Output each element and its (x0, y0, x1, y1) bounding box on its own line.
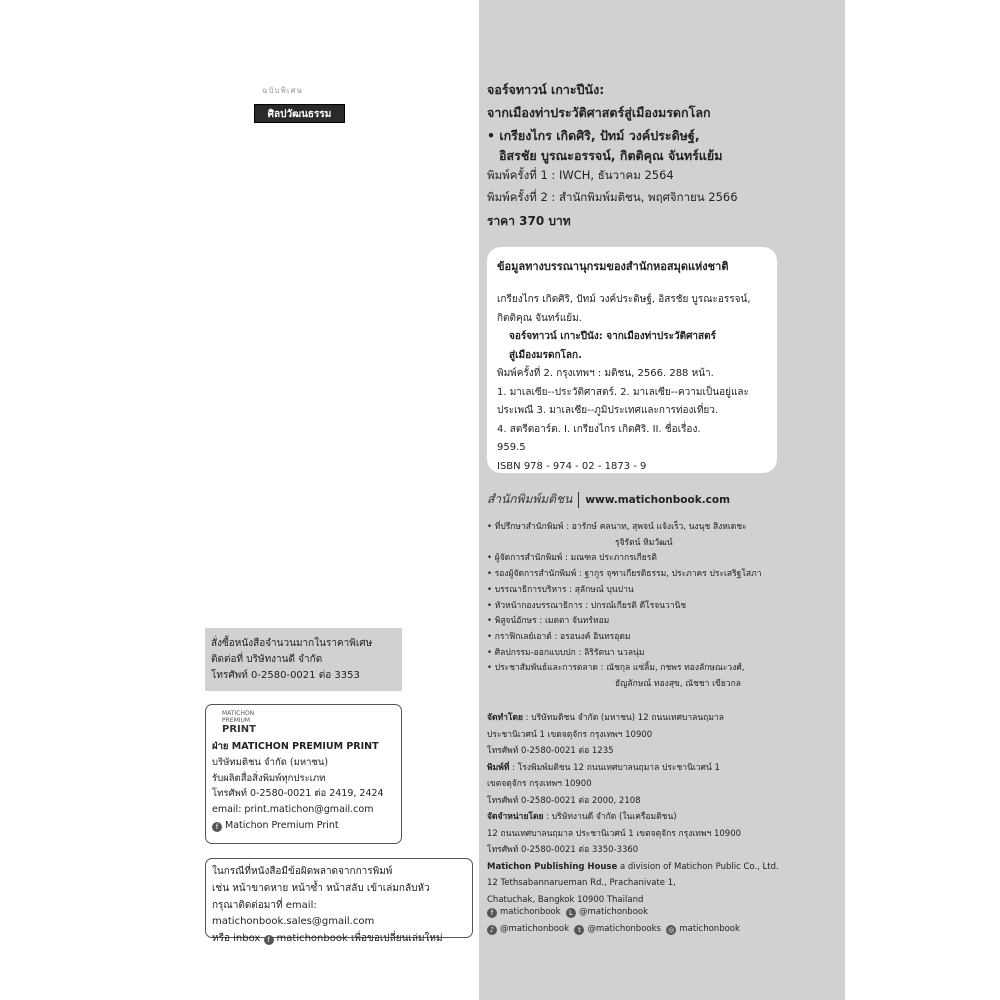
line-icon: L (566, 908, 576, 918)
twitter-link[interactable]: @matichonbooks (587, 924, 661, 934)
list-item: • ประชาสัมพันธ์และการตลาด : ณัชกุล แซ่ลิ้ม, กชพร ทองลักษณะวงศ์, (487, 663, 745, 674)
house-line3: Chatuchak, Bangkok 10900 Thailand (487, 894, 644, 905)
notice-line4-post: เพื่อขอเปลี่ยนเล่มใหม่ (350, 933, 443, 945)
premium-facebook[interactable]: Matichon Premium Print (225, 819, 339, 831)
dist-label: จัดจำหน่ายโดย (487, 812, 544, 822)
produced-text: : บริษัทมติชน จำกัด (มหาชน) 12 ถนนเทศบาลนฤมาล (522, 713, 724, 723)
list-item: • บรรณาธิการบริหาร : สุลักษณ์ บุนปาน (487, 584, 634, 595)
list-item: • ศิลปกรรม-ออกแบบปก : ลิริรัตนา นวลนุ่ม (487, 647, 645, 658)
list-item: • ผู้จัดการสำนักพิมพ์ : มณฑล ประภากรเกียรติ (487, 553, 657, 564)
house-line2: 12 Tethsabannarueman Rd., Prachanivate 1, (487, 878, 676, 888)
book-title-line2: จากเมืองท่าประวัติศาสตร์สู่เมืองมรดกโลก (487, 105, 711, 120)
facebook-icon: f (487, 908, 497, 918)
premium-line1: บริษัทมติชน จำกัด (มหาชน) (212, 756, 329, 768)
premium-heading: ฝ่าย MATICHON PREMIUM PRINT (212, 741, 379, 752)
list-item: • ที่ปรึกษาสำนักพิมพ์ : อารักษ์ คลนาท, สุพจน์ แจ้งเร็ว, นงนุช สิงหเดชะ (487, 522, 747, 532)
publisher-row (487, 490, 730, 509)
list-item: ธัญลักษณ์ ทองสุข, ณัชชา เขียวกล (615, 679, 741, 690)
facebook-link[interactable]: matichonbook (500, 907, 561, 917)
notice-line1: ในกรณีที่หนังสือมีข้อผิดพลาดจากการพิมพ์ (212, 866, 393, 877)
book-title-line1: จอร์จทาวน์ เกาะปีนัง: (487, 82, 605, 97)
premium-print-logo (212, 710, 395, 735)
logo-text: MATICHON (222, 710, 255, 717)
dist-line2: 12 ถนนเทศบาลนฤมาล ประชานิเวศน์ 1 เขตจตุจักร กรุงเทพฯ 10900 (487, 828, 742, 839)
authors-line1: • เกรียงไกร เกิดศิริ, ปัทม์ วงค์ประดิษฐ์, (487, 128, 700, 143)
list-item: • หัวหน้ากองบรรณาธิการ : ปกรณ์เกียรติ ดีโรจนวานิช (487, 600, 687, 611)
list-item: • กราฟิกเลย์เอาต์ : อรอนงค์ อินทรอุดม (487, 631, 631, 642)
list-item: • รองผู้จัดการสำนักพิมพ์ : ฐากูร จุฑาเกียรติธรรม, ประภาคร ประเสริฐโสภา (487, 569, 762, 580)
printed-text: : โรงพิมพ์มติชน 12 ถนนเทศบาลนฤมาล ประชานิเวศน์ 1 (509, 762, 720, 773)
notice-line4-pre: หรือ inbox (212, 933, 261, 945)
list-item: รุจิรัตน์ หิมวัฒน์ (615, 537, 673, 548)
notice-line3: กรุณาติดต่อมาที่ email: matichonbook.sales@gmail.com (212, 899, 375, 928)
cip-line: 1. มาเลเซีย--ประวัติศาสตร์. 2. มาเลเซีย--ความเป็นอยู่และ (497, 386, 749, 398)
authors-line2: อิสรชัย บูรณะอรรจน์, กิตติคุณ จันทร์แย้ม (499, 148, 723, 163)
produced-line2: ประชานิเวศน์ 1 เขตจตุจักร กรุงเทพฯ 10900 (487, 729, 653, 740)
social-links (487, 904, 740, 938)
divider (578, 492, 579, 508)
price: ราคา 370 บาท (487, 214, 571, 228)
cip-classification: 959.5 (497, 442, 526, 453)
dist-tel: โทรศัพท์ 0-2580-0021 ต่อ 3350-3360 (487, 845, 639, 855)
house-label: Matichon Publishing House (487, 861, 618, 872)
produced-label: จัดทำโดย (487, 713, 523, 723)
logo-text: PREMIUM (222, 717, 251, 724)
cip-title: สู่เมืองมรดกโลก. (509, 349, 582, 361)
twitter-icon: t (574, 925, 584, 935)
house-text: a division of Matichon Public Co., Ltd. (617, 861, 779, 872)
notice-facebook[interactable]: matichonbook (276, 933, 348, 945)
bulk-order-box (205, 628, 402, 691)
order-line1: สั่งซื้อหนังสือจำนวนมากในราคาพิเศษ (211, 638, 373, 649)
cip-line: ประเพณี 3. มาเลเซีย--ภูมิประเทศและการท่องเที่ยว. (497, 405, 719, 416)
cip-title: จอร์จทาวน์ เกาะปีนัง: จากเมืองท่าประวัติศาสตร์ (509, 331, 717, 342)
list-item: • พิสูจน์อักษร : เมตตา จันทร์หอม (487, 616, 610, 627)
printed-label: พิมพ์ที่ (487, 762, 510, 773)
dist-text: : บริษัทงานดี จำกัด (ในเครือมติชน) (543, 812, 677, 822)
first-printing: พิมพ์ครั้งที่ 1 : IWCH, ธันวาคม 2564 (487, 168, 674, 182)
cip-line: กิตติคุณ จันทร์แย้ม. (497, 312, 582, 324)
publisher-url[interactable]: www.matichonbook.com (585, 493, 731, 506)
order-line2: ติดต่อที่ บริษัทงานดี จำกัด (211, 654, 323, 665)
produced-tel: โทรศัพท์ 0-2580-0021 ต่อ 1235 (487, 746, 614, 756)
staff-list (487, 520, 762, 693)
logo-text: PRINT (222, 724, 256, 735)
premium-tel: โทรศัพท์ 0-2580-0021 ต่อ 2419, 2424 (212, 788, 384, 800)
silpawattanatham-logo: ศิลปวัฒนธรรม (254, 104, 345, 123)
instagram-link[interactable]: matichonbook (679, 924, 740, 934)
facebook-icon: f (212, 822, 222, 832)
cip-box (487, 247, 777, 473)
printed-tel: โทรศัพท์ 0-2580-0021 ต่อ 2000, 2108 (487, 795, 641, 806)
facebook-icon: f (264, 935, 274, 945)
tiktok-link[interactable]: @matichonbook (500, 924, 570, 934)
cip-line: 4. สตรีตอาร์ต. I. เกรียงไกร เกิดศิริ. II. ชื่อเรื่อง. (497, 423, 701, 435)
cip-line: พิมพ์ครั้งที่ 2. กรุงเทพฯ : มติชน, 2566. 288 หน้า. (497, 368, 714, 379)
second-printing: พิมพ์ครั้งที่ 2 : สำนักพิมพ์มติชน, พฤศจิกายน 2566 (487, 190, 738, 204)
line-link[interactable]: @matichonbook (578, 907, 649, 917)
logo-arc-text: ฉบับพิเศษ (262, 86, 303, 95)
cip-heading: ข้อมูลทางบรรณานุกรมของสำนักหอสมุดแห่งชาติ (497, 260, 729, 273)
matichon-logo: สำนักพิมพ์มติชน (487, 492, 573, 506)
notice-line2: เช่น หน้าขาดหาย หน้าซ้ำ หน้าสลับ เข้าเล่มกลับหัว (212, 882, 430, 894)
cip-isbn: ISBN 978 - 974 - 02 - 1873 - 9 (497, 460, 647, 472)
cip-line: เกรียงไกร เกิดศิริ, ปัทม์ วงค์ประดิษฐ์, อิสรชัย บูรณะอรรจน์, (497, 294, 751, 305)
address-block (487, 710, 779, 908)
print-error-notice (205, 858, 473, 945)
instagram-icon: ◎ (668, 926, 675, 934)
premium-line2: รับผลิตสื่อสิ่งพิมพ์ทุกประเภท (212, 772, 326, 784)
premium-email[interactable]: email: print.matichon@gmail.com (212, 804, 374, 816)
printed-line2: เขตจตุจักร กรุงเทพฯ 10900 (487, 779, 592, 789)
order-line3: โทรศัพท์ 0-2580-0021 ต่อ 3353 (211, 670, 360, 681)
premium-print-box (205, 704, 402, 844)
tiktok-icon: ♪ (487, 925, 497, 935)
